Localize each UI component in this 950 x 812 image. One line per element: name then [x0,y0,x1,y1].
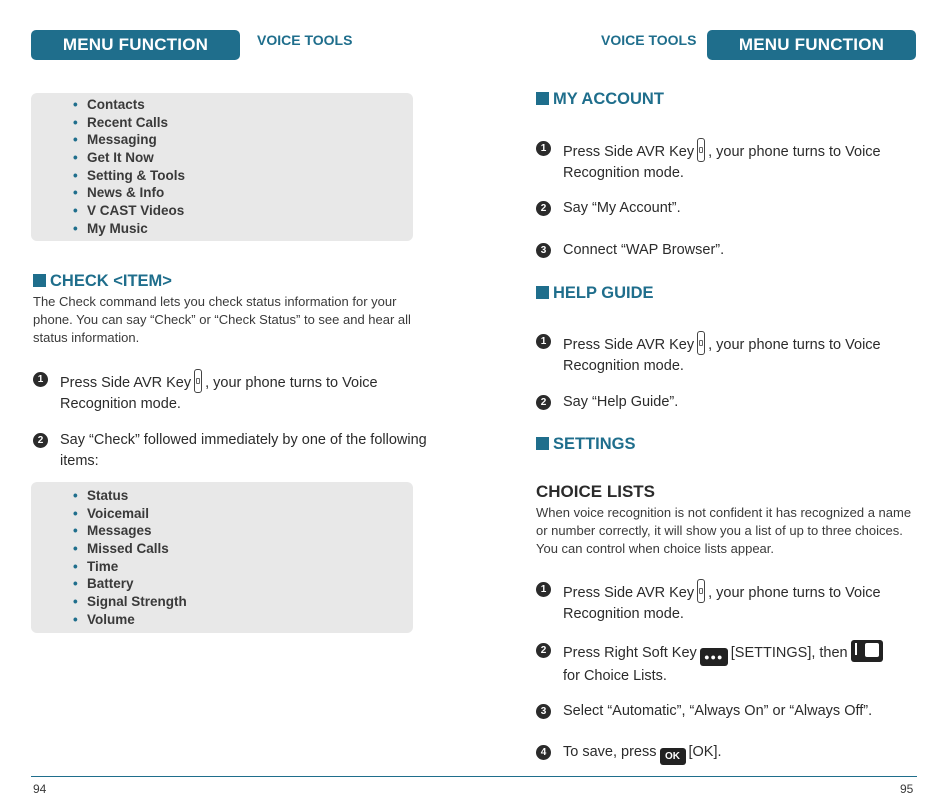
step-number-icon: 1 [536,582,551,597]
my-account-heading: MY ACCOUNT [536,90,664,109]
choice-lists-description: When voice recognition is not confident it has recognized a name or number correctly, it will show you a list of up to three choices. You can control when choice lists appear. [536,505,912,556]
menu-function-tab: MENU FUNCTION [707,30,916,60]
voice-tools-label: VOICE TOOLS [601,32,697,48]
page-number: 95 [900,782,914,796]
list-item: • Recent Calls [73,114,185,132]
page-number: 94 [33,782,47,796]
side-avr-key-icon [697,331,705,355]
settings-step-2: 2 Press Right Soft Key ●●● [SETTINGS], thenfor Choice Lists. [536,640,901,687]
check-step-2: 2 Say “Check” followed immediately by one of the following items: [33,430,433,472]
step-number-icon: 3 [536,243,551,258]
menu-function-tab: MENU FUNCTION [31,30,240,60]
right-page [475,0,950,812]
settings-key-icon [851,640,883,662]
settings-step-1: 1 Press Side AVR Key , your phone turns to Voice Recognition mode. [536,579,901,625]
right-soft-key-icon: ●●● [700,648,728,666]
my-account-step-1: 1 Press Side AVR Key , your phone turns to Voice Recognition mode. [536,138,896,184]
my-account-step-2: 2 Say “My Account”. [536,198,896,219]
list-item: • My Music [73,220,185,238]
help-guide-step-2: 2 Say “Help Guide”. [536,392,896,413]
list-item: • Get It Now [73,149,185,167]
list-item: • Volume [73,611,187,629]
help-guide-heading: HELP GUIDE [536,284,654,303]
list-item: • V CAST Videos [73,202,185,220]
list-item: • Battery [73,575,187,593]
check-items-box [31,482,413,633]
step-number-icon: 3 [536,704,551,719]
check-description: The Check command lets you check status information for your phone. You can say “Check” or “Check Status” to see and hear all status information. [33,294,411,345]
step-number-icon: 1 [33,372,48,387]
step-number-icon: 1 [536,141,551,156]
step-number-icon: 2 [536,395,551,410]
ok-key-icon: OK [660,748,686,765]
list-item: • Contacts [73,96,185,114]
footer-rule [31,776,475,777]
check-item-heading: CHECK <ITEM> [33,272,172,291]
list-item: • Voicemail [73,505,187,523]
step-number-icon: 2 [33,433,48,448]
step-number-icon: 4 [536,745,551,760]
top-items-box [31,93,413,241]
square-bullet-icon [33,274,46,287]
step-number-icon: 2 [536,643,551,658]
square-bullet-icon [536,437,549,450]
help-guide-step-1: 1 Press Side AVR Key , your phone turns to Voice Recognition mode. [536,331,896,377]
footer-rule [475,776,917,777]
check-step-1: 1 Press Side AVR Key , your phone turns to Voice Recognition mode. [33,369,433,415]
list-item: • Messages [73,522,187,540]
choice-lists-heading: CHOICE LISTS [536,482,656,501]
settings-step-4: 4 To save, press OK [OK]. [536,742,901,765]
list-item: • News & Info [73,184,185,202]
side-avr-key-icon [194,369,202,393]
list-item: • Time [73,558,187,576]
side-avr-key-icon [697,579,705,603]
step-number-icon: 1 [536,334,551,349]
my-account-step-3: 3 Connect “WAP Browser”. [536,240,896,261]
settings-heading: SETTINGS [536,435,636,454]
list-item: • Status [73,487,187,505]
list-item: • Setting & Tools [73,167,185,185]
square-bullet-icon [536,92,549,105]
square-bullet-icon [536,286,549,299]
step-number-icon: 2 [536,201,551,216]
check-items-list [73,487,187,629]
list-item: • Signal Strength [73,593,187,611]
list-item: • Missed Calls [73,540,187,558]
voice-tools-label: VOICE TOOLS [257,32,353,48]
list-item: • Messaging [73,131,185,149]
top-items-list [73,96,185,238]
side-avr-key-icon [697,138,705,162]
settings-step-3: 3 Select “Automatic”, “Always On” or “Always Off”. [536,701,901,722]
